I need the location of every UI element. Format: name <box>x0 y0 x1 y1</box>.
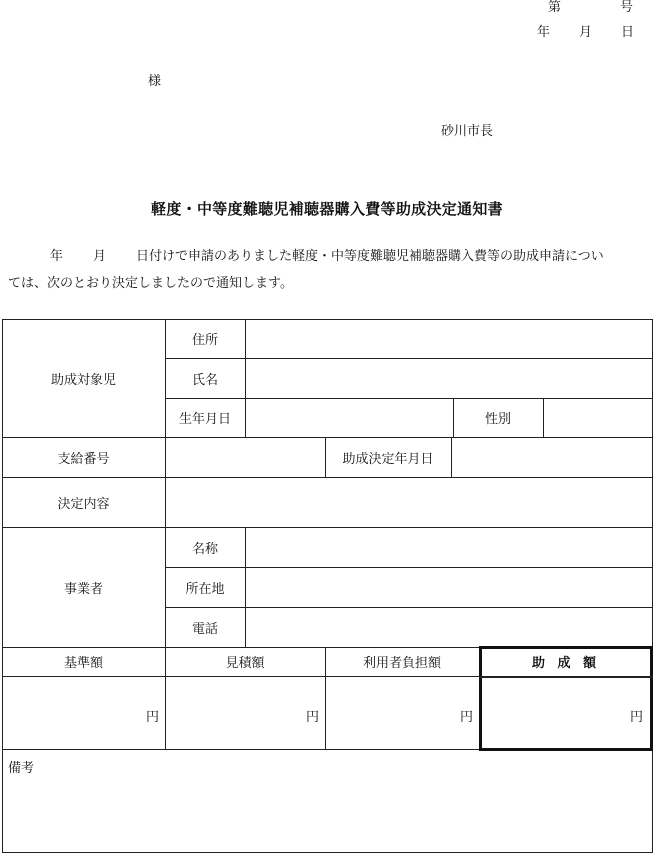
label-estimate-amount: 見積額 <box>225 656 265 671</box>
label-remarks: 備考 <box>8 761 35 776</box>
label-provider-phone: 電話 <box>191 621 218 637</box>
label-address: 住所 <box>191 333 218 348</box>
label-provider-location: 所在地 <box>185 581 225 597</box>
label-subject-child: 助成対象児 <box>50 372 116 388</box>
recipient-suffix: 様 <box>148 74 162 89</box>
label-user-burden: 利用者負担額 <box>362 656 441 671</box>
intro-year: 年 <box>50 249 64 264</box>
yen-standard: 円 <box>146 710 160 725</box>
date-year: 年 <box>537 25 551 40</box>
yen-user-burden: 円 <box>460 710 474 725</box>
yen-estimate: 円 <box>306 710 320 725</box>
intro-line1: 日付けで申請のありました軽度・中等度難聴児補聴器購入費等の助成申請につい <box>136 249 604 264</box>
label-sex: 性別 <box>484 412 511 427</box>
label-standard-amount: 基準額 <box>63 656 103 671</box>
label-decision-date: 助成決定年月日 <box>342 451 434 467</box>
label-payment-number: 支給番号 <box>57 451 110 467</box>
label-birthdate: 生年月日 <box>178 412 231 427</box>
document-title: 軽度・中等度難聴児補聴器購入費等助成決定通知書 <box>151 200 503 218</box>
yen-subsidy: 円 <box>630 710 644 725</box>
number-prefix: 第 <box>548 0 562 15</box>
sender: 砂川市長 <box>441 124 494 139</box>
date-day: 日 <box>621 25 635 40</box>
label-provider: 事業者 <box>63 581 103 597</box>
date-month: 月 <box>579 25 593 40</box>
intro-month: 月 <box>93 249 107 264</box>
label-name: 氏名 <box>191 372 218 388</box>
label-decision-content: 決定内容 <box>57 496 110 512</box>
number-suffix: 号 <box>620 0 634 15</box>
intro-line2: ては、次のとおり決定しましたので通知します。 <box>8 276 293 291</box>
label-subsidy-amount: 助 成 額 <box>531 656 601 671</box>
label-provider-name: 名称 <box>191 541 218 557</box>
